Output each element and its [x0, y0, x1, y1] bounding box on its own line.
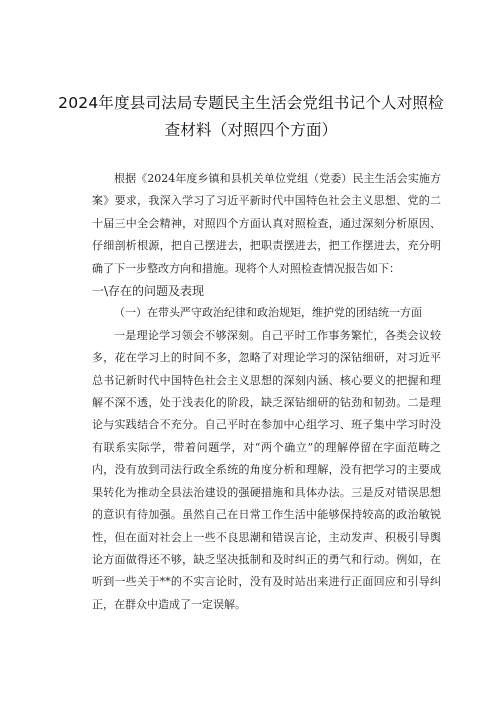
section-heading: 一\存在的问题及表现 — [92, 284, 205, 299]
document-body — [92, 168, 441, 616]
document-title: 2024年度县司法局专题民主生活会党组书记个人对照检查材料（对照四个方面） — [58, 94, 444, 139]
intro-paragraph: 根据《2024年度乡镇和县机关单位党组（党委）民主生活会实施方案》要求，我深入学习了习近平新时代中国特色社会主义思想、党的二十届三中全会精神，对照四个方面认真对照检查，通过深刻分析原因、仔细剖析根源，把自己摆进去，把职责摆进去，把工作摆进去，充分明确了下一步整改方向和措施。现将个人对照检查情况报告如下： — [92, 172, 441, 275]
body-paragraph: 一是理论学习领会不够深刻。自己平时工作事务繁忙，各类会议较多，花在学习上的时间不多，忽略了对理论学习的深钻细研，对习近平总书记新时代中国特色社会主义思想的深刻内涵、核心要义的把握和理解不深不透，处于浅表化的阶段，缺乏深钻细研的钻劲和韧劲。二是理论与实践结合不充分。自己平时在参加中心组学习、班子集中学习时没有联系实际学，带着问题学，对“两个确立”的理解停留在字面范畴之内，没有放到司法行政全系统的角度分析和理解，没有把学习的主要成果转化为推动全县法治建设的强硬措施和具体办法。三是反对错误思想的意识有待加强。虽然自己在日常工作生活中能够保持较高的政治敏锐性，但在面对社会上一些不良思潮和错误言论，主动发声、积极引导舆论方面做得还不够，缺乏坚决抵制和及时纠正的勇气和行动。例如，在听到一些关于**的不实言论时，没有及时站出来进行正面回应和引导纠正，在群众中造成了一定误解。 — [92, 328, 441, 611]
subsection-heading: （一）在带头严守政治纪律和政治规矩，维护党的团结统一方面 — [114, 306, 422, 320]
